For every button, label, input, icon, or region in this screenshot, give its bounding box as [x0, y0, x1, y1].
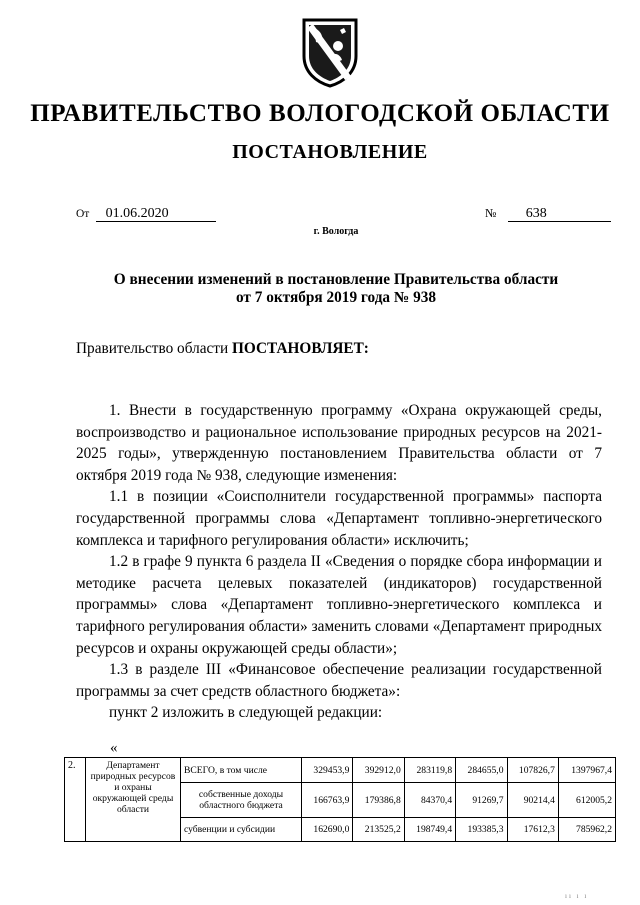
value-cell: 1397967,4 [558, 758, 615, 783]
paragraph-1: 1. Внести в государственную программу «Охрана окружающей среды, воспроизводство и рациональное использование природных ресурсов на 2021-2025 годы», утвержденную постановлением Правительства области от 7 октября 2019 года № 938, следующие изменения: [76, 402, 602, 484]
value-cell: 785962,2 [558, 818, 615, 842]
paragraph-1-3: 1.3 в разделе III «Финансовое обеспечение реализации государственной программы за счет средств областного бюджета»: [76, 661, 602, 700]
category-cell: субвенции и субсидии [181, 818, 302, 842]
value-cell: 91269,7 [456, 783, 507, 818]
value-cell: 84370,4 [404, 783, 455, 818]
body-text [76, 400, 602, 724]
document-number [485, 205, 611, 222]
date-label: От [76, 208, 90, 220]
number-value: 638 [508, 206, 611, 222]
value-cell: 612005,2 [558, 783, 615, 818]
row-index: 2. [65, 758, 86, 842]
document-type: ПОСТАНОВЛЕНИЕ [232, 141, 428, 163]
value-cell: 166763,9 [302, 783, 353, 818]
value-cell: 179386,8 [353, 783, 404, 818]
intro-text: Правительство области [76, 340, 233, 357]
value-cell: 283119,8 [404, 758, 455, 783]
value-cell: 392912,0 [353, 758, 404, 783]
number-label: № [485, 206, 497, 220]
category-cell: ВСЕГО, в том числе [181, 758, 302, 783]
value-cell: 213525,2 [353, 818, 404, 842]
value-cell: 193385,3 [456, 818, 507, 842]
coat-of-arms-emblem [300, 16, 360, 88]
page-footer-mark: ıı ı ı [565, 892, 589, 900]
value-cell: 90214,4 [507, 783, 558, 818]
category-cell: собственные доходы областного бюджета [181, 783, 302, 818]
city-name: г. Вологда [313, 226, 359, 237]
date-value: 01.06.2020 [96, 206, 216, 222]
value-cell: 17612,3 [507, 818, 558, 842]
table-row [65, 758, 616, 783]
heading-line-1: О внесении изменений в постановление Правительства области [113, 271, 559, 288]
intro-sentence [76, 340, 369, 358]
value-cell: 284655,0 [456, 758, 507, 783]
government-title: ПРАВИТЕЛЬСТВО ВОЛОГОДСКОЙ ОБЛАСТИ [30, 100, 610, 127]
paragraph-point-2: пункт 2 изложить в следующей редакции: [109, 704, 383, 722]
paragraph-1-1: 1.1 в позиции «Соисполнители государственной программы» паспорта государственной программы слова «Департамент топливно-энергетического комплекса и тарифного регулирования области» исключить; [76, 488, 602, 549]
heading-line-2: от 7 октября 2019 года № 938 [235, 289, 437, 306]
document-heading [0, 271, 640, 307]
value-cell: 107826,7 [507, 758, 558, 783]
paragraph-1-2: 1.2 в графе 9 пункта 6 раздела II «Сведения о порядке сбора информации и методике расчета целевых показателей (индикаторов) государственной программы» слова «Департамент топливно-энергетического комплекса и тарифного регулирования области» заменить словами «Департамент природных ресурсов и охраны окружающей среды области»; [76, 553, 602, 657]
value-cell: 329453,9 [302, 758, 353, 783]
opening-quote: « [110, 740, 118, 756]
value-cell: 162690,0 [302, 818, 353, 842]
department-cell: Департамент природных ресурсов и охраны окружающей среды области [86, 758, 181, 842]
financing-table [64, 757, 616, 842]
document-date [76, 205, 216, 222]
value-cell: 198749,4 [404, 818, 455, 842]
intro-decree-word: ПОСТАНОВЛЯЕТ: [232, 340, 369, 357]
